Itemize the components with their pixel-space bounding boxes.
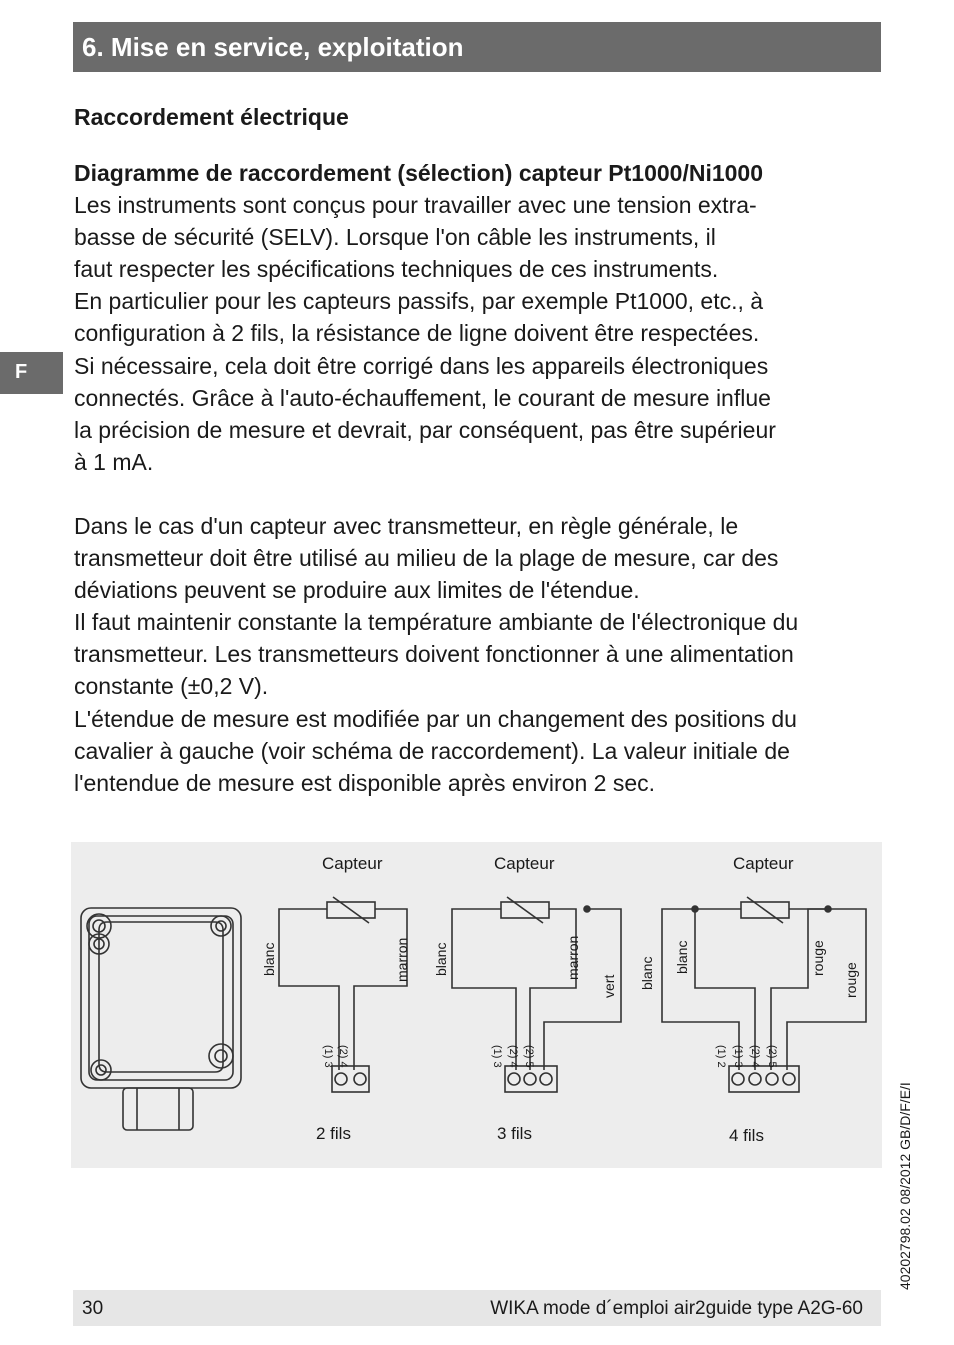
text-line: En particulier pour les capteurs passifs, par exemple Pt1000, etc., à (74, 288, 764, 315)
terminal-block-icon (332, 1066, 369, 1092)
two-wire-right-wire-label: marron (394, 937, 410, 982)
text-line: transmetteur doit être utilisé au milieu de la plage de mesure, car des (74, 545, 779, 572)
text-line: cavalier à gauche (voir schéma de raccordement). La valeur initiale de (74, 737, 790, 764)
four-wire-diagram (662, 897, 866, 1092)
three-wire-terminal-label: (2) 5 (523, 1045, 535, 1068)
four-wire-outer-left-wire-label: blanc (639, 956, 655, 990)
four-wire-caption: 4 fils (729, 1126, 764, 1145)
text-line: à 1 mA. (74, 448, 154, 475)
three-wire-diagram (452, 897, 621, 1092)
page-footer (73, 1290, 881, 1326)
text-line: faut respecter les spécifications techniques de ces instruments. (74, 256, 719, 283)
text-line: configuration à 2 fils, la résistance de ligne doivent être respectées. (74, 320, 760, 347)
housing-drawing (81, 908, 241, 1130)
four-wire-terminal-label: (2) 4 (749, 1045, 761, 1068)
section-header (73, 22, 881, 72)
section-header-title: 6. Mise en service, exploitation (82, 32, 464, 62)
three-wire-terminal-label: (2) 4 (507, 1045, 519, 1068)
subheading: Diagramme de raccordement (sélection) capteur Pt1000/Ni1000 (74, 160, 764, 186)
paragraph-transmitter (74, 510, 884, 799)
paragraph-selv (74, 189, 884, 478)
two-wire-terminal-label: (2) 4 (337, 1045, 349, 1068)
text-line: déviations peuvent se produire aux limites de l'étendue. (74, 577, 640, 604)
three-wire-sensor-label: Capteur (494, 854, 555, 873)
text-line: L'étendue de mesure est modifiée par un changement des positions du (74, 705, 797, 732)
wiring-diagram (71, 842, 882, 1168)
three-wire-caption: 3 fils (497, 1124, 532, 1143)
page-number: 30 (82, 1298, 104, 1319)
four-wire-inner-right-wire-label: rouge (810, 940, 826, 976)
text-line: Les instruments sont conçus pour travailler avec une tension extra- (74, 192, 757, 219)
language-tab-label: F (15, 361, 28, 383)
four-wire-sensor-label: Capteur (733, 854, 794, 873)
terminal-block-icon (505, 1066, 557, 1092)
three-wire-left-wire-label: blanc (433, 942, 449, 976)
four-wire-inner-left-wire-label: blanc (674, 940, 690, 974)
text-line: l'entendue de mesure est disponible après environ 2 sec. (74, 769, 656, 796)
three-wire-right-wire-label: vert (601, 974, 617, 998)
text-line: basse de sécurité (SELV). Lorsque l'on câble les instruments, il (74, 224, 716, 251)
text-line: Dans le cas d'un capteur avec transmetteur, en règle générale, le (74, 512, 739, 539)
body-text (74, 157, 884, 799)
two-wire-sensor-label: Capteur (322, 854, 383, 873)
text-line: Si nécessaire, cela doit être corrigé dans les appareils électroniques (74, 352, 769, 379)
text-line: constante (±0,2 V). (74, 673, 269, 700)
two-wire-terminal-label: (1) 3 (322, 1045, 334, 1068)
text-line: connectés. Grâce à l'auto-échauffement, le courant de mesure influe (74, 384, 771, 411)
wiring-diagram-figure (71, 842, 882, 1168)
footer-doc-title: WIKA mode d´emploi air2guide type A2G-60 (490, 1298, 863, 1319)
text-line: transmetteur. Les transmetteurs doivent fonctionner à une alimentation (74, 641, 794, 668)
two-wire-left-wire-label: blanc (261, 942, 277, 976)
document-reference: 40202798.02 08/2012 GB/D/F/E/I (897, 1082, 913, 1290)
three-wire-mid-wire-label: marron (565, 935, 581, 980)
section-title: Raccordement électrique (74, 104, 349, 130)
three-wire-terminal-label: (1) 3 (491, 1045, 503, 1068)
four-wire-terminal-label: (2) 5 (766, 1045, 778, 1068)
text-line: la précision de mesure et devrait, par conséquent, pas être supérieur (74, 416, 776, 443)
four-wire-outer-right-wire-label: rouge (843, 962, 859, 998)
two-wire-caption: 2 fils (316, 1124, 351, 1143)
four-wire-terminal-label: (1) 3 (732, 1045, 744, 1068)
language-tab (0, 352, 63, 394)
four-wire-terminal-label: (1) 2 (715, 1045, 727, 1068)
text-line: Il faut maintenir constante la température ambiante de l'électronique du (74, 609, 799, 636)
